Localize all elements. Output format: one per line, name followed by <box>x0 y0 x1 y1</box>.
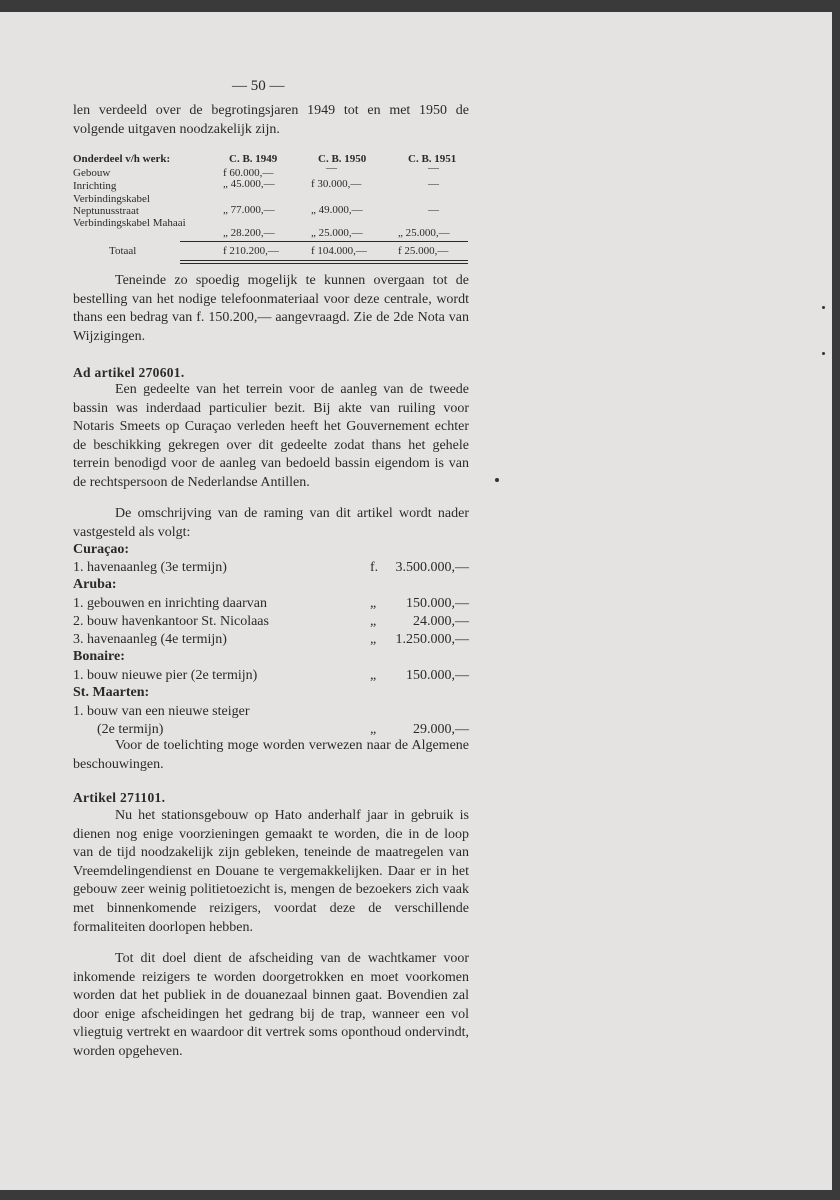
raming-label: 1. bouw nieuwe pier (2e termijn) <box>73 668 258 683</box>
table-cell: — <box>428 204 439 216</box>
margin-mark <box>822 306 825 309</box>
section-paragraph: Nu het stationsgebouw op Hato anderhalf jaar in gebruik is dienen nog enige voorzieningen gemaakt te worden, die in de loop van de tijd noodzakelijk zijn gebleken, teneinde de maatregelen van Vreemdelingendienst en Douane te vergemakkelijken. Daar er in het gebouw zeer weinig politietoezicht is, mengen de bezoekers zich vaak met binnenkomende reizigers, voordat deze de verschillende formaliteiten doorlopen hebben. <box>73 808 469 935</box>
section-heading: Ad artikel 270601. <box>73 365 185 380</box>
table-cell: — <box>428 162 439 174</box>
table-total-cell: f 104.000,— <box>311 245 367 257</box>
raming-line <box>73 631 469 649</box>
raming-amount: 150.000,— <box>406 596 469 611</box>
table-total-cell: f 25.000,— <box>398 245 449 257</box>
raming-label: 3. havenaanleg (4e termijn) <box>73 632 227 647</box>
raming-line <box>73 703 469 721</box>
telefoon-paragraph: Teneinde zo spoedig mogelijk te kunnen overgaan tot de bestelling van het nodige telefoonmateriaal voor deze centrale, wordt thans een bedrag van f. 150.200,— aangevraagd. Zie de 2de Nota van Wijzigingen. <box>73 273 469 344</box>
table-cell: — <box>326 162 337 174</box>
raming-line <box>73 667 469 685</box>
table-cell: „ 25.000,— <box>311 227 363 239</box>
table-sum-rule <box>180 241 468 242</box>
table-row-label: Verbindingskabel Mahaai <box>73 217 186 229</box>
table-double-rule <box>180 263 468 264</box>
raming-amount: 24.000,— <box>413 614 469 629</box>
table-cell: „ 49.000,— <box>311 204 363 216</box>
table-cell: „ 45.000,— <box>223 178 275 190</box>
table-header-1949: C. B. 1949 <box>229 153 278 165</box>
raming-amount: 1.250.000,— <box>395 632 469 647</box>
table-row-label: Inrichting <box>73 180 117 192</box>
table-row-label: Gebouw <box>73 167 111 179</box>
raming-currency: „ <box>370 632 377 647</box>
section-paragraph: Tot dit doel dient de afscheiding van de wachtkamer voor inkomende reizigers te worden doorgetrokken en moet voorkomen worden dat het publiek in de douanezaal binnen gaat. Bovendien zal door enige afscheidingen het gedrang bij de trap, wanneer een vol vliegtuig vertrekt en waardoor dit vertrek soms oponthoud ondervindt, worden opgeheven. <box>73 951 469 1059</box>
raming-amount: 29.000,— <box>413 722 469 737</box>
raming-currency: „ <box>370 722 377 737</box>
table-cell: „ 77.000,— <box>223 204 275 216</box>
table-header-1950: C. B. 1950 <box>318 153 367 165</box>
table-cell: „ 25.000,— <box>398 227 450 239</box>
margin-mark <box>822 352 825 355</box>
table-row-label: Verbindingskabel Neptunusstraat <box>73 193 150 218</box>
raming-line <box>73 613 469 631</box>
margin-mark <box>495 478 499 482</box>
table-cell: „ 28.200,— <box>223 227 275 239</box>
section-paragraph: Een gedeelte van het terrein voor de aanleg van de tweede bassin was inderdaad particulier bezit. Bij akte van ruiling voor Notaris Smeets op Curaçao verleden heeft het Gouvernement echter de beschikking gekregen over dit gedeelte zodat thans het gehele terrein benodigd voor de aanleg van bedoeld bassin eigendom is van de rechtspersoon de Nederlandse Antillen. <box>73 382 469 490</box>
raming-line <box>73 559 469 577</box>
section-paragraph: De omschrijving van de raming van dit artikel wordt nader vastgesteld als volgt: <box>73 506 469 540</box>
raming-label: 1. havenaanleg (3e termijn) <box>73 560 227 575</box>
raming-label: 1. bouw van een nieuwe steiger <box>73 704 250 719</box>
raming-line <box>73 595 469 613</box>
table-double-rule <box>180 260 468 261</box>
table-cell: f 30.000,— <box>311 178 362 190</box>
intro-paragraph: len verdeeld over de begrotingsjaren 1949 tot en met 1950 de volgende uitgaven noodzakelijk zijn. <box>73 103 469 137</box>
table-cell: — <box>428 178 439 190</box>
region-st-maarten: St. Maarten: <box>73 685 150 700</box>
region-curacao: Curaçao: <box>73 542 129 557</box>
table-cell: f 60.000,— <box>223 167 274 179</box>
raming-label: 1. gebouwen en inrichting daarvan <box>73 596 267 611</box>
raming-currency: f. <box>370 560 379 575</box>
section-heading: Artikel 271101. <box>73 790 166 805</box>
page-number: — 50 — <box>232 78 285 94</box>
raming-amount: 3.500.000,— <box>395 560 469 575</box>
raming-currency: „ <box>370 596 377 611</box>
raming-amount: 150.000,— <box>406 668 469 683</box>
raming-label-continued: (2e termijn) <box>97 722 164 737</box>
region-bonaire: Bonaire: <box>73 649 125 664</box>
document-page <box>0 12 832 1190</box>
table-total-label: Totaal <box>109 245 137 257</box>
table-header-item: Onderdeel v/h werk: <box>73 153 171 165</box>
table-total-cell: f 210.200,— <box>223 245 279 257</box>
raming-currency: „ <box>370 668 377 683</box>
region-aruba: Aruba: <box>73 577 117 592</box>
section-paragraph: Voor de toelichting moge worden verwezen naar de Algemene beschouwingen. <box>73 738 469 772</box>
raming-currency: „ <box>370 614 377 629</box>
raming-label: 2. bouw havenkantoor St. Nicolaas <box>73 614 269 629</box>
table-header-1951: C. B. 1951 <box>408 153 457 165</box>
